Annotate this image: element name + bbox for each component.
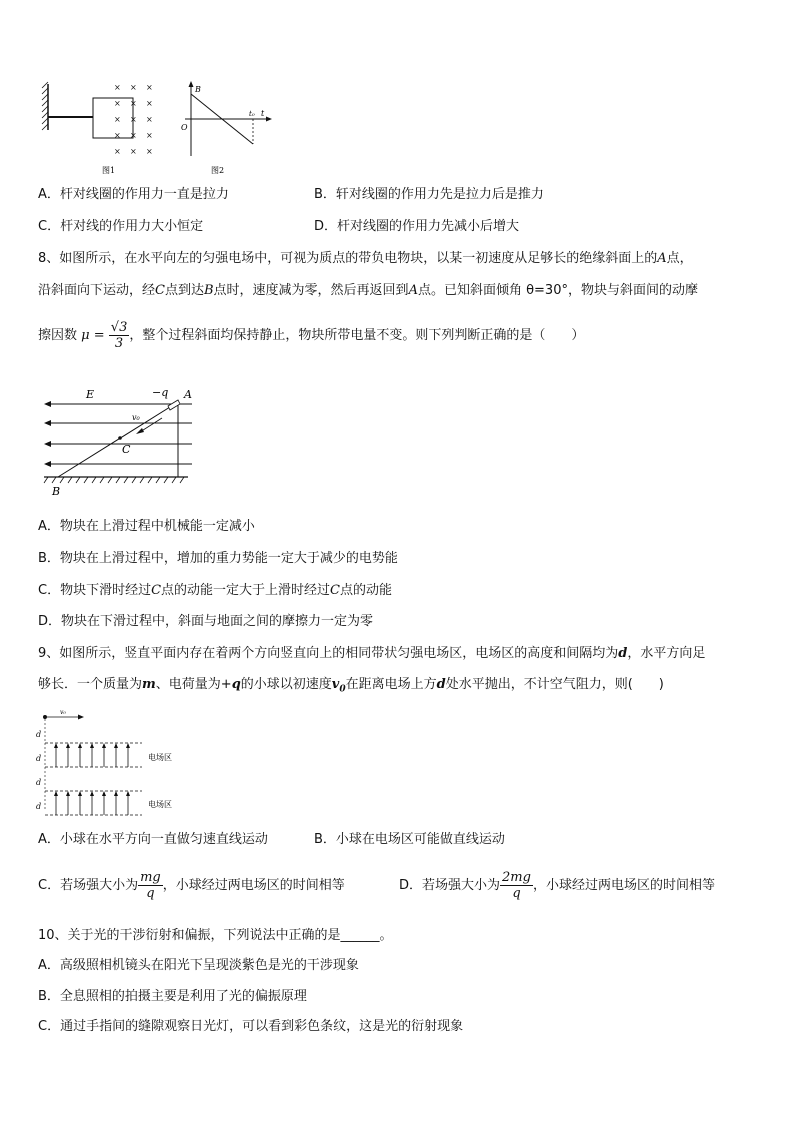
svg-text:×: × bbox=[146, 131, 153, 140]
q7-option-b[interactable]: B．轩对线圈的作用力先是拉力后是推力 bbox=[314, 187, 544, 202]
svg-text:×: × bbox=[114, 115, 121, 124]
q8-label-v0: v₀ bbox=[132, 413, 140, 422]
q9-stem-line1: 9、如图所示，竖直平面内存在着两个方向竖直向上的相同带状匀强电场区，电场区的高度和间隔均为d，水平方向足 bbox=[38, 646, 706, 661]
q8-label-a: A bbox=[184, 388, 192, 401]
svg-text:×: × bbox=[114, 147, 121, 156]
q7-figure-2 bbox=[175, 78, 275, 178]
q7-option-c[interactable]: C．杆对线的作用力大小恒定 bbox=[38, 219, 204, 234]
svg-text:×: × bbox=[130, 115, 137, 124]
q7-fig2-origin: O bbox=[181, 123, 188, 132]
q9-zone2-label: 电场区 bbox=[148, 800, 172, 809]
q8-ground-hatch bbox=[44, 477, 184, 483]
svg-text:×: × bbox=[130, 99, 137, 108]
q9-label-d3: d bbox=[36, 778, 42, 787]
q7-fig2-axis-b: B bbox=[195, 85, 201, 94]
svg-text:×: × bbox=[130, 147, 137, 156]
q10-option-b[interactable]: B．全息照相的拍摄主要是利用了光的偏振原理 bbox=[38, 989, 307, 1004]
q8-option-a[interactable]: A．物块在上滑过程中机械能一定减小 bbox=[38, 519, 255, 534]
svg-text:×: × bbox=[146, 147, 153, 156]
q8-label-q: −q bbox=[152, 386, 169, 399]
q9-label-v0: v₀ bbox=[60, 709, 66, 716]
q8-option-c[interactable]: C．物块下滑时经过C点的动能一定大于上滑时经过C点的动能 bbox=[38, 583, 393, 598]
q8-figure bbox=[40, 382, 200, 502]
q9-zone1-label: 电场区 bbox=[148, 753, 172, 762]
q8-label-e: E bbox=[86, 388, 95, 401]
svg-text:×: × bbox=[146, 83, 153, 92]
q8-option-d[interactable]: D．物块在下滑过程中，斜面与地面之间的摩擦力一定为零 bbox=[38, 614, 374, 629]
q8-mu-symbol: μ = bbox=[81, 328, 105, 343]
q8-label-b: B bbox=[52, 485, 61, 498]
q7-field-crosses bbox=[114, 83, 153, 156]
svg-text:×: × bbox=[130, 83, 137, 92]
q9-label-d1: d bbox=[36, 730, 42, 739]
svg-text:×: × bbox=[146, 99, 153, 108]
q9-figure bbox=[34, 705, 194, 820]
q8-stem-line1: 8、如图所示，在水平向左的匀强电场中，可视为质点的带负电物块，以某一初速度从足够长的绝缘斜面上的A点， bbox=[38, 251, 693, 266]
q7-fig1-caption: 图1 bbox=[102, 166, 116, 175]
svg-text:×: × bbox=[114, 131, 121, 140]
q9-zone2-arrows bbox=[56, 793, 128, 815]
q10-stem: 10、关于光的干涉衍射和偏振，下列说法中正确的是______。 bbox=[38, 928, 393, 943]
q8-field-lines bbox=[48, 404, 192, 464]
svg-text:×: × bbox=[114, 83, 121, 92]
q8-mu-fraction: $\frac{√3}{3}$ bbox=[110, 320, 128, 351]
svg-text:×: × bbox=[114, 99, 121, 108]
q9-label-d2: d bbox=[36, 754, 42, 763]
q8-label-c: C bbox=[122, 443, 131, 456]
svg-text:×: × bbox=[146, 115, 153, 124]
q9-option-d[interactable]: D．若场强大小为 $\frac{2mg}{q}$ ，小球经过两电场区的时间相等 bbox=[399, 870, 715, 901]
q7-option-a[interactable]: A．杆对线圈的作用力一直是拉力 bbox=[38, 187, 229, 202]
q9-zone1-arrows bbox=[56, 745, 128, 767]
q7-fig2-axis-t: t bbox=[261, 109, 265, 118]
q10-option-c[interactable]: C．通过手指间的缝隙观察日光灯，可以看到彩色条纹，这是光的衍射现象 bbox=[38, 1019, 464, 1034]
q8-stem-line2: 沿斜面向下运动，经C点到达B点时，速度减为零，然后再返回到A点。已知斜面倾角 θ=30°，物块与斜面间的动摩 bbox=[38, 283, 698, 298]
q7-figure-1 bbox=[40, 78, 160, 178]
q7-fig2-t0: t₀ bbox=[249, 110, 255, 118]
svg-text:×: × bbox=[130, 131, 137, 140]
q7-option-d[interactable]: D．杆对线圈的作用力先减小后增大 bbox=[314, 219, 520, 234]
q9-option-c[interactable]: C．若场强大小为 $\frac{mg}{q}$ ，小球经过两电场区的时间相等 bbox=[38, 870, 345, 901]
q9-option-b[interactable]: B．小球在电场区可能做直线运动 bbox=[314, 832, 505, 847]
q8-option-b[interactable]: B．物块在上滑过程中，增加的重力势能一定大于减少的电势能 bbox=[38, 551, 398, 566]
q10-option-a[interactable]: A．高级照相机镜头在阳光下呈现淡紫色是光的干涉现象 bbox=[38, 958, 359, 973]
q8-stem-line3: 擦因数 μ = $\frac{√3}{3}$ ，整个过程斜面均保持静止，物块所带电量不变。则下列判断正确的是（ ） bbox=[38, 320, 585, 351]
q9-label-d4: d bbox=[36, 802, 42, 811]
q9-stem-line2: 够长．一个质量为m、电荷量为+q的小球以初速度$v_0$在距离电场上方d处水平抛出，不计空气阻力，则( ) bbox=[38, 677, 664, 695]
q9-option-a[interactable]: A．小球在水平方向一直做匀速直线运动 bbox=[38, 832, 268, 847]
q7-fig2-caption: 图2 bbox=[211, 166, 225, 175]
